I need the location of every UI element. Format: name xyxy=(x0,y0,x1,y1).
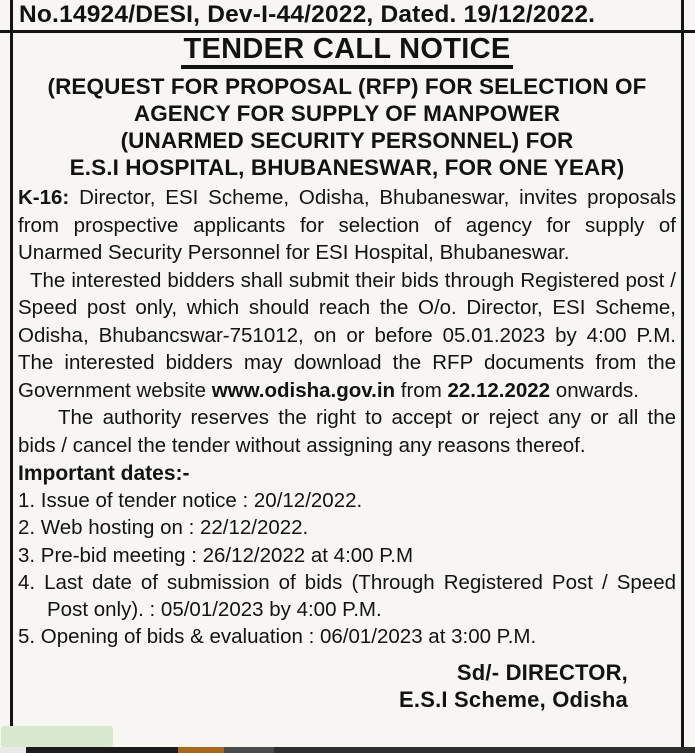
scrub-bar-segment-marker-brown[interactable] xyxy=(178,747,224,753)
download-start-date: 22.12.2022 xyxy=(447,378,551,402)
website-link-text: www.odisha.gov.in xyxy=(211,378,396,402)
frame-border-right xyxy=(681,0,684,747)
paragraph-invitation xyxy=(18,184,676,267)
title-row xyxy=(18,35,676,69)
submission-text: The interested bidders shall submit their bids through Registered post / Speed post only, which should reach the O/o. Director, ESI Scheme, Odisha, Bhubancswar-751012, on or before 05.01.2023 by 4:00 P.M. The interested bidders may download the RFP documents from the Government website xyxy=(18,268,676,402)
signature-designation: Sd/- DIRECTOR, xyxy=(456,659,628,685)
signature-organisation: E.S.I Scheme, Odisha xyxy=(399,686,628,712)
reference-number-line: No.14924/DESI, Dev-I-44/2022, Dated. 19/12/2022. xyxy=(19,1,596,28)
date-item-web-hosting: 2. Web hosting on : 22/12/2022. xyxy=(18,516,309,540)
paragraph-authority-rights xyxy=(18,404,676,459)
date-item-prebid-meeting: 3. Pre-bid meeting : 26/12/2022 at 4:00 P.M xyxy=(18,543,414,567)
header-divider-rule xyxy=(0,30,695,33)
scrub-bar-segment-played-black[interactable] xyxy=(26,747,178,753)
scrub-bar-segment-lead-light[interactable] xyxy=(0,747,26,753)
scrub-bar[interactable] xyxy=(0,747,695,753)
subtitle-line: AGENCY FOR SUPPLY OF MANPOWER xyxy=(133,101,561,126)
paragraph-invitation-text: Director, ESI Scheme, Odisha, Bhubaneswar, invites proposals from prospective applicants for selection of agency for supply of Unarmed Security Personnel for ESI Hospital, Bhubaneswar. xyxy=(18,186,676,264)
green-sticker-overlay xyxy=(1,726,113,747)
subtitle-line: (UNARMED SECURITY PERSONNEL) FOR xyxy=(120,128,574,153)
date-item-last-submission: 4. Last date of submission of bids (Through Registered Post / Speed Post only). : 05/01/2023 by 4:00 P.M. xyxy=(18,570,676,622)
subtitle-line: (REQUEST FOR PROPOSAL (RFP) FOR SELECTION OF xyxy=(47,74,647,99)
notice-content xyxy=(13,0,681,713)
scrub-bar-segment-remaining-dark[interactable] xyxy=(274,747,695,753)
notice-subtitle xyxy=(18,73,676,181)
signature-block xyxy=(18,659,676,713)
scrub-bar-segment-buffer-gray[interactable] xyxy=(224,747,274,753)
authority-rights-text: The authority reserves the right to accept or reject any or all the bids / cancel the tender without assigning any reasons thereof. xyxy=(18,406,676,457)
submission-text-after: onwards. xyxy=(550,378,639,402)
clause-number: K-16: xyxy=(18,186,70,209)
subtitle-line: E.S.I HOSPITAL, BHUBANESWAR, FOR ONE YEAR) xyxy=(69,155,625,180)
page-title: TENDER CALL NOTICE xyxy=(181,35,512,69)
important-dates-heading: Important dates:- xyxy=(18,462,190,485)
submission-text-middle: from xyxy=(395,378,448,402)
important-dates-list xyxy=(18,487,676,651)
date-item-issue: 1. Issue of tender notice : 20/12/2022. xyxy=(18,489,363,512)
paragraph-submission xyxy=(18,267,676,405)
date-item-bid-opening: 5. Opening of bids & evaluation : 06/01/2023 at 3:00 P.M. xyxy=(18,625,537,649)
